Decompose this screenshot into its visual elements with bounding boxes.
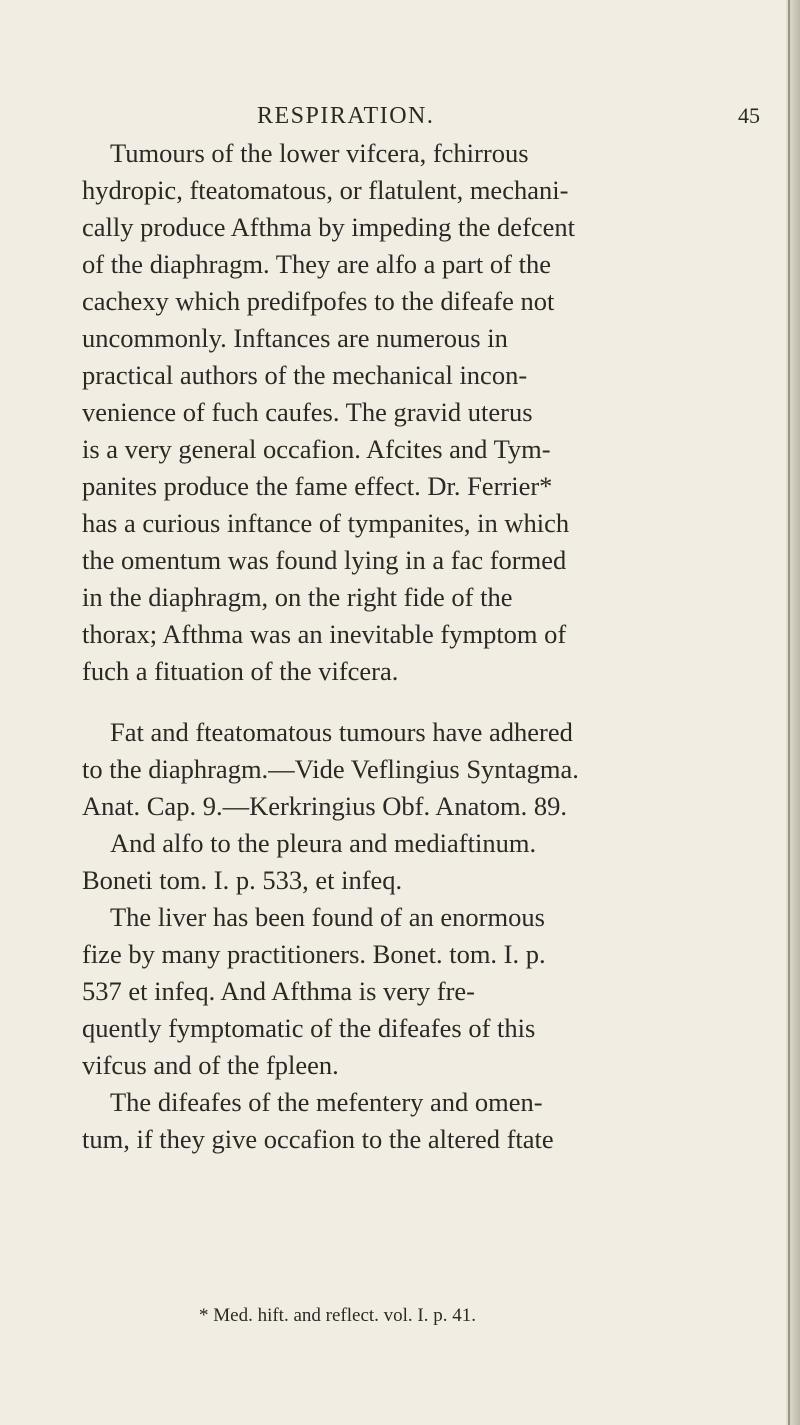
text-line: cally produce Afthma by impeding the defcent (82, 212, 576, 242)
text-line: hydropic, fteatomatous, or flatulent, mechani- (82, 175, 569, 205)
text-line: And alfo to the pleura and mediaftinum. (110, 828, 537, 858)
text-line: the omentum was found lying in a fac formed (82, 545, 567, 575)
text-line: vifcus and of the fpleen. (82, 1050, 339, 1080)
text-line: quently fymptomatic of the difeafes of this (82, 1013, 536, 1043)
text-line: of the diaphragm. They are alfo a part of the (82, 249, 551, 279)
text-line: venience of fuch caufes. The gravid uterus (82, 397, 533, 427)
text-line: has a curious inftance of tympanites, in which (82, 508, 570, 538)
text-line: to the diaphragm.—Vide Veflingius Syntagma. (82, 754, 579, 784)
text-line: thorax; Afthma was an inevitable fymptom of (82, 619, 567, 649)
text-line: cachexy which predifpofes to the difeafe not (82, 286, 555, 316)
text-line: The liver has been found of an enormous (110, 902, 545, 932)
text-line: 537 et infeq. And Afthma is very fre- (82, 976, 475, 1006)
text-line: Fat and fteatomatous tumours have adhered (110, 717, 573, 747)
text-line: Boneti tom. I. p. 533, et infeq. (82, 865, 403, 895)
text-line: practical authors of the mechanical incon- (82, 360, 528, 390)
page-number: 45 (738, 103, 760, 128)
page-edge-shadow (788, 0, 790, 1425)
text-line: in the diaphragm, on the right fide of the (82, 582, 513, 612)
footnote: * Med. hift. and reflect. vol. I. p. 41. (199, 1305, 477, 1326)
running-head: RESPIRATION. (257, 103, 435, 129)
text-line: panites produce the fame effect. Dr. Ferrier* (82, 471, 553, 501)
text-line: fuch a fituation of the vifcera. (82, 656, 399, 686)
text-line: Tumours of the lower vifcera, fchirrous (110, 138, 529, 168)
text-line: The difeafes of the mefentery and omen- (110, 1087, 543, 1117)
text-line: tum, if they give occafion to the altered ftate (82, 1124, 554, 1154)
text-line: uncommonly. Inftances are numerous in (82, 323, 508, 353)
text-line: is a very general occafion. Afcites and Tym- (82, 434, 551, 464)
text-line: Anat. Cap. 9.—Kerkringius Obf. Anatom. 89. (82, 791, 568, 821)
page-header (0, 103, 800, 133)
text-line: fize by many practitioners. Bonet. tom. I. p. (82, 939, 546, 969)
